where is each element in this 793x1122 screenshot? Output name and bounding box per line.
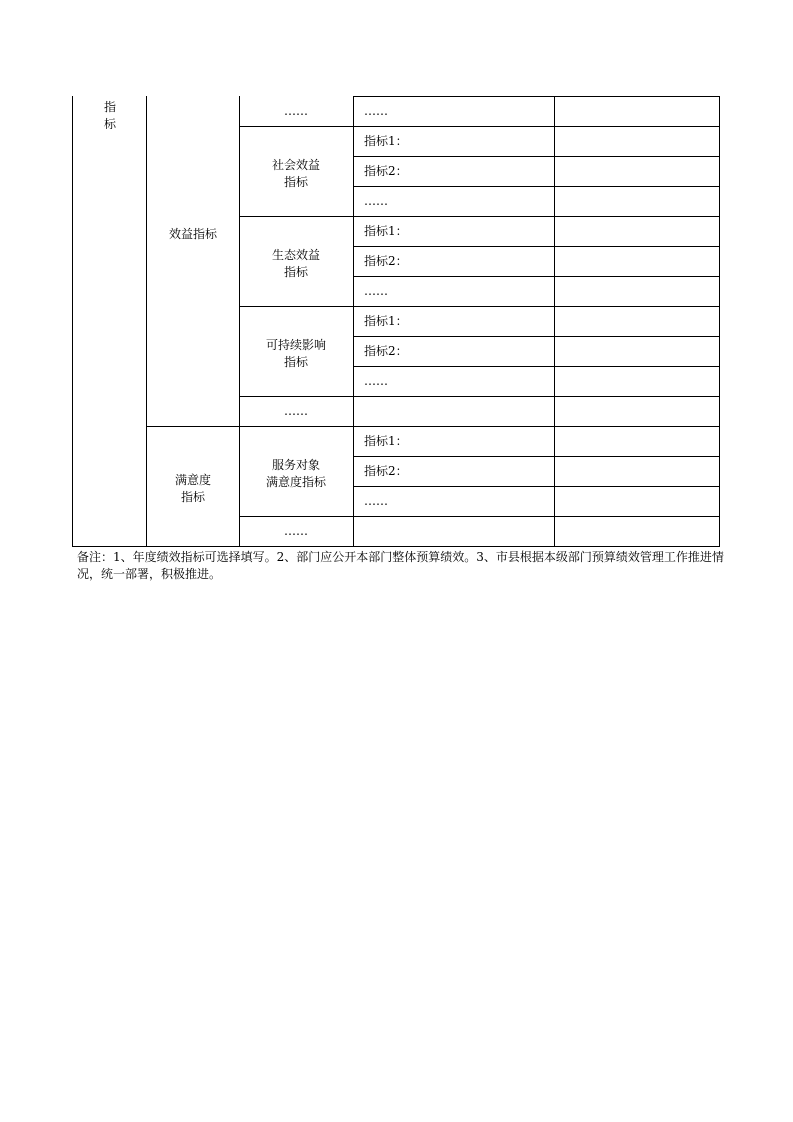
satisfaction-label-line2: 指标 — [180, 490, 206, 504]
service-label-line2: 满意度指标 — [265, 475, 327, 489]
grid-line — [554, 96, 555, 547]
table-cell: …… — [364, 494, 388, 508]
table-cell: 指标2： — [364, 254, 408, 268]
grid-line — [353, 366, 720, 367]
table-cell: …… — [284, 404, 308, 418]
table-cell: …… — [364, 374, 388, 388]
footnote: 备注：1、年度绩效指标可选择填写。2、部门应公开本部门整体预算绩效。3、市县根据本级部门预算绩效管理工作推进情况，统一部署，积极推进。 — [77, 550, 724, 581]
social-benefit-label-line2: 指标 — [283, 175, 309, 189]
grid-line — [146, 426, 720, 427]
table-cell: …… — [284, 104, 308, 118]
grid-line — [239, 96, 240, 547]
table-cell: 指标1： — [364, 434, 408, 448]
grid-line — [719, 96, 720, 547]
grid-line — [353, 336, 720, 337]
grid-line — [353, 186, 720, 187]
grid-line — [239, 126, 720, 127]
table-cell: …… — [364, 104, 388, 118]
grid-line — [353, 156, 720, 157]
table-cell: 指标2： — [364, 344, 408, 358]
table-cell: …… — [364, 194, 388, 208]
table-cell: 指标2： — [364, 164, 408, 178]
social-benefit-label-line1: 社会效益 — [271, 158, 321, 172]
grid-line — [239, 396, 720, 397]
benefit-indicator-label: 效益指标 — [168, 227, 218, 241]
sustain-label-line2: 指标 — [283, 355, 309, 369]
table-cell: 指标1： — [364, 224, 408, 238]
grid-line — [353, 276, 720, 277]
table-cell: …… — [364, 284, 388, 298]
table-cell: 指标2： — [364, 464, 408, 478]
level1-label-line2: 标 — [103, 117, 117, 131]
satisfaction-label-line1: 满意度 — [174, 473, 212, 487]
grid-line — [353, 456, 720, 457]
grid-line — [239, 216, 720, 217]
eco-benefit-label-line2: 指标 — [283, 265, 309, 279]
grid-line — [353, 246, 720, 247]
grid-line — [239, 516, 720, 517]
grid-line — [72, 96, 73, 547]
level1-label-line1: 指 — [103, 100, 117, 114]
service-label-line1: 服务对象 — [271, 458, 321, 472]
sustain-label-line1: 可持续影响 — [265, 338, 327, 352]
eco-benefit-label-line1: 生态效益 — [271, 248, 321, 262]
grid-line — [239, 306, 720, 307]
grid-line — [146, 96, 147, 547]
grid-line — [353, 486, 720, 487]
grid-line — [353, 96, 354, 547]
grid-line — [72, 546, 720, 547]
grid-line — [353, 96, 720, 97]
table-cell: 指标1： — [364, 314, 408, 328]
table-cell: 指标1： — [364, 134, 408, 148]
table-cell: …… — [284, 524, 308, 538]
